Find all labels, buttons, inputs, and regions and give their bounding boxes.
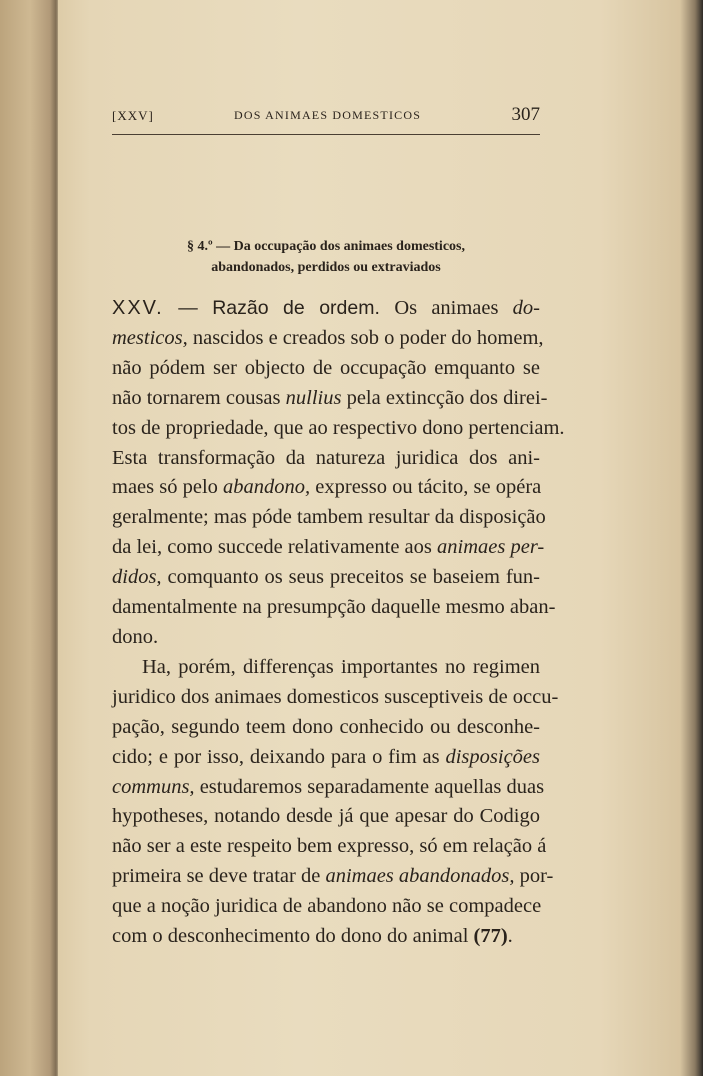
text-segment: Esta transformação da natureza juridica dos ani- [112,446,540,469]
text-line [112,384,548,414]
text-segment: animaes abandonados, [325,865,515,888]
text-line [112,743,540,773]
text-segment: não tornarem cousas [112,386,286,409]
text-segment: estudaremos separadamente aquellas duas [194,775,545,798]
text-line [112,922,540,952]
chapter-marker: [XXV] [112,108,154,123]
text-segment: . [507,925,513,948]
text-line [112,653,540,683]
text-line [112,802,540,832]
text-segment: com o desconhecimento do dono do animal [112,925,474,948]
text-segment: por- [514,865,554,888]
text-line [112,294,540,324]
text-line [112,593,556,623]
text-segment: primeira se deve tratar de [112,865,326,888]
section-heading [112,236,540,278]
text-segment: hypotheses, notando desde já que apesar do Codigo [112,805,540,828]
body-text [112,294,565,952]
text-segment: maes só pelo [112,476,224,499]
text-segment: expresso ou tácito, se opéra [310,476,542,499]
text-line [112,503,546,533]
text-segment: (77) [473,925,508,948]
text-segment: do- [512,297,540,319]
text-line [112,354,540,384]
text-segment: não ser a este respeito bem expresso, só em relação á [112,835,547,858]
text-line [112,473,540,503]
text-line [112,862,554,892]
text-line [112,623,540,653]
text-segment: geralmente; mas póde tambem resultar da disposição [112,506,546,529]
text-segment: Ha, porém, differenças importantes no regimen [142,655,540,678]
running-header [112,104,540,128]
text-segment: tos de propriedade, que ao respectivo dono pertenciam. [112,416,565,439]
header-rule [112,134,540,135]
running-title: DOS ANIMAES DOMESTICOS [234,108,422,122]
text-segment: damentalmente na presumpção daquelle mesmo aban- [112,596,556,619]
text-segment: que a noção juridica de abandono não se compadece [112,895,542,918]
text-line [112,683,559,713]
text-line [112,713,540,743]
text-line [112,773,545,803]
page-number: 307 [511,104,540,125]
text-segment: pela extincção dos direi- [341,386,548,409]
text-segment: communs, [112,775,195,798]
text-segment: juridico dos animaes domesticos susceptiveis de occu- [112,685,559,708]
text-segment: nascidos e creados sob o poder do homem, [187,326,544,349]
text-segment: dono. [112,625,159,648]
text-segment: pação, segundo teem dono conhecido ou desconhe- [112,715,540,738]
text-line [112,414,565,444]
paragraph-1 [112,294,565,653]
section-heading-line-2: abandonados, perdidos ou extraviados [211,260,441,275]
text-line [112,444,540,474]
text-segment: didos, [112,566,162,589]
text-segment: nullius [285,386,342,409]
text-segment: animaes per- [437,536,545,559]
text-segment: não pódem ser objecto de occupação emquanto se [112,356,540,379]
text-segment: da lei, como succede relativamente aos [112,536,438,559]
text-segment: comquanto os seus preceitos se baseiem fun- [161,566,540,589]
text-line [112,324,544,354]
paragraph-title: — Razão de ordem. [163,297,395,319]
text-segment: disposições [445,745,540,768]
text-line [112,533,545,563]
book-gutter [0,0,58,1076]
paragraph-number: XXV. [112,297,164,319]
text-segment: abandono, [223,476,311,499]
text-line [112,832,547,862]
text-segment: Os animaes [394,297,513,319]
text-line [112,563,540,593]
text-line [112,892,540,922]
section-heading-line-1: § 4.º — Da occupação dos animaes domesticos, [186,239,465,254]
paragraph-heading [112,297,394,319]
paragraph-2 [112,653,559,952]
text-segment: mesticos, [112,326,188,349]
text-segment: cido; e por isso, deixando para o fim as [112,745,446,768]
